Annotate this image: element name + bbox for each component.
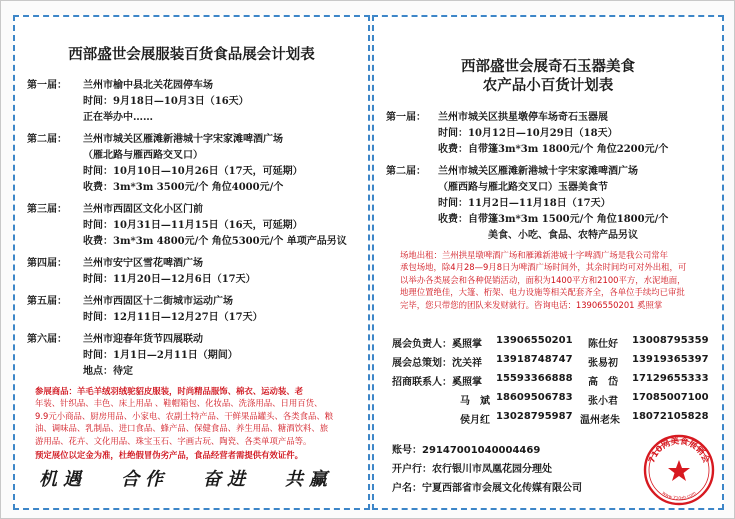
- bank-holder: 户名：宁夏西部省市会展文化传媒有限公司: [392, 483, 582, 494]
- session-time: 时间：10月12日—10月29日（18天）: [438, 128, 618, 139]
- contact-phone: 13918748747: [496, 354, 573, 365]
- venue-rental-text: [400, 249, 718, 311]
- session-label: 第二届：: [27, 134, 67, 145]
- session-fee: 收费：3m*3m 4800元/个 角位5300元/个 单项产品另议: [83, 236, 347, 247]
- clothing-food-expo-panel: [13, 15, 370, 510]
- session-label: 第五届：: [27, 296, 67, 307]
- contact-phone: 18072105828: [632, 411, 709, 422]
- contact-role: 展会负责人：奚照掌: [392, 339, 482, 350]
- venue-line: 地理位置绝佳，大篷、桁架、电力设施等相关配套齐全，各单位手续均已审批: [400, 287, 685, 298]
- contact-phone: 17085007100: [632, 392, 709, 403]
- svg-text:www.710zh.com: www.710zh.com: [660, 490, 698, 502]
- session-venue: 兰州市西固区十二街城市运动广场: [83, 296, 233, 307]
- session-venue: 兰州市城关区拱星墩停车场奇石玉器展: [438, 112, 608, 123]
- right-title-line1: 西部盛世会展奇石玉器美食: [461, 58, 635, 75]
- bank-branch: 开户行：农行银川市凤凰花园分理处: [392, 464, 552, 475]
- scope-line: 油、调味品、乳制品、进口食品、蜂产品、保健食品、养生用品、糖酒饮料、旅: [35, 423, 329, 434]
- slogan-word: 共赢: [285, 469, 333, 490]
- contact-role: 展会总策划：沈关祥: [392, 358, 482, 369]
- session-time: 时间：11月2日—11月18日（17天）: [438, 198, 611, 209]
- session-venue: 兰州市城关区雁滩新港城十字宋家滩啤酒广场: [83, 134, 283, 145]
- session-time: 时间：10月10日—10月26日（17天，可延期）: [83, 166, 303, 177]
- contact-phone: 13906550201: [496, 335, 573, 346]
- contact-name: 陈仕好: [588, 339, 618, 350]
- session-fee: 收费：自带篷3m*3m 1500元/个 角位1800元/个: [438, 214, 669, 225]
- contact-phone: 13919365397: [632, 354, 709, 365]
- session-venue: 兰州市安宁区雪花啤酒广场: [83, 258, 203, 269]
- svg-text:710网美食展销会: 710网美食展销会: [647, 436, 711, 465]
- session-label: 第四届：: [27, 258, 67, 269]
- session-note: 正在举办中……: [83, 112, 153, 123]
- bank-account: 账号：29147001040004469: [392, 445, 541, 456]
- slogan-word: 机遇: [39, 469, 87, 490]
- contact-phone: 13028795987: [496, 411, 573, 422]
- contact-name: 张易初: [588, 358, 618, 369]
- session-time: 时间：12月11日—12月27日（17天）: [83, 312, 263, 323]
- venue-line: 场地出租：兰州拱星墩啤酒广场和雁滩新港城十字啤酒广场是我公司常年: [400, 250, 668, 260]
- seal-icon: [642, 433, 716, 507]
- contact-name: 高 岱: [588, 377, 618, 388]
- contact-name: 温州老朱: [580, 415, 620, 426]
- left-panel-title: 西部盛世会展服装百货食品展会计划表: [68, 46, 315, 63]
- contact-phone: 13008795359: [632, 335, 709, 346]
- session-venue: 兰州市榆中县北关花园停车场: [83, 80, 213, 91]
- session-time: 时间：9月18日—10月3日（16天）: [83, 96, 249, 107]
- scope-line: 预定展位以定金为准，杜绝假冒伪劣产品，食品经营者需提供有效证件。: [35, 450, 303, 461]
- session-label: 第一届：: [27, 80, 67, 91]
- session-label: 第二届：: [386, 166, 426, 177]
- scope-line: 游用品、花卉、文化用品、珠宝玉石、字画古玩、陶瓷、各类单项产品等。: [35, 435, 312, 446]
- session-venue: 兰州市迎春年货节四展联动: [83, 334, 203, 345]
- session-venue-detail: （雁西路与雁北路交叉口）玉器美食节: [438, 182, 608, 193]
- session-label: 第六届：: [27, 334, 67, 345]
- right-panel-title: [374, 57, 722, 95]
- contact-phone: 15593366888: [496, 373, 573, 384]
- contact-role: 侯月红: [460, 415, 490, 426]
- session-fee: 收费：3m*3m 3500元/个 角位4000元/个: [83, 182, 284, 193]
- session-time: 时间：11月20日—12月6日（17天）: [83, 274, 256, 285]
- session-venue-detail: （雁北路与雁西路交叉口）: [83, 150, 203, 161]
- contact-name: 张小君: [588, 396, 618, 407]
- contact-phone: 17129655333: [632, 373, 709, 384]
- session-time: 时间：10月31日—11月15日（16天，可延期）: [83, 220, 303, 231]
- slogan-word: 奋进: [203, 469, 251, 490]
- company-seal: [642, 433, 716, 507]
- session-label: 第一届：: [386, 112, 426, 123]
- scope-line: 年装、针织品、丰色、床上用品 、鞋帽箱包、化妆品、洗涤用品、日用百货、: [35, 398, 323, 409]
- contact-role: 马 斌: [460, 396, 490, 407]
- session-time: 时间：1月1日—2月11日（期间）: [83, 350, 238, 361]
- session-place: 地点：待定: [83, 366, 133, 377]
- venue-line: 完毕，您只带您的团队来发财就行。咨询电话：13906550201 奚照掌: [400, 299, 663, 310]
- scope-line: 参展商品：羊毛羊绒羽绒驼貂皮服装，时尚精品服饰、棉衣、运动装、老: [35, 386, 303, 396]
- exhibit-scope-text: [35, 385, 365, 461]
- venue-line: 以举办各类展会和各种促销活动，面积为1400平方和2100平方，水泥地面，: [400, 274, 686, 285]
- contact-phone: 18609506783: [496, 392, 573, 403]
- venue-line: 承包场地，除4月28—9月8日为啤酒广场时间外，其余时间均可对外出租，可: [400, 262, 687, 273]
- session-fee: 收费：自带篷3m*3m 1800元/个 角位2200元/个: [438, 144, 669, 155]
- contact-role: 招商联系人：奚照掌: [392, 377, 482, 388]
- right-title-line2: 农产品小百货计划表: [482, 77, 614, 94]
- session-scope: 美食、小吃、食品、农特产品另议: [488, 230, 638, 241]
- session-venue: 兰州市西固区文化小区门前: [83, 204, 203, 215]
- session-venue: 兰州市城关区雁滩新港城十字宋家滩啤酒广场: [438, 166, 638, 177]
- slogan-word: 合作: [121, 469, 169, 490]
- scope-line: 9.9元小商品、厨房用品、小家电、农副土特产品、干鲜果品罐头、各类食品、粮: [35, 410, 334, 421]
- session-label: 第三届：: [27, 204, 67, 215]
